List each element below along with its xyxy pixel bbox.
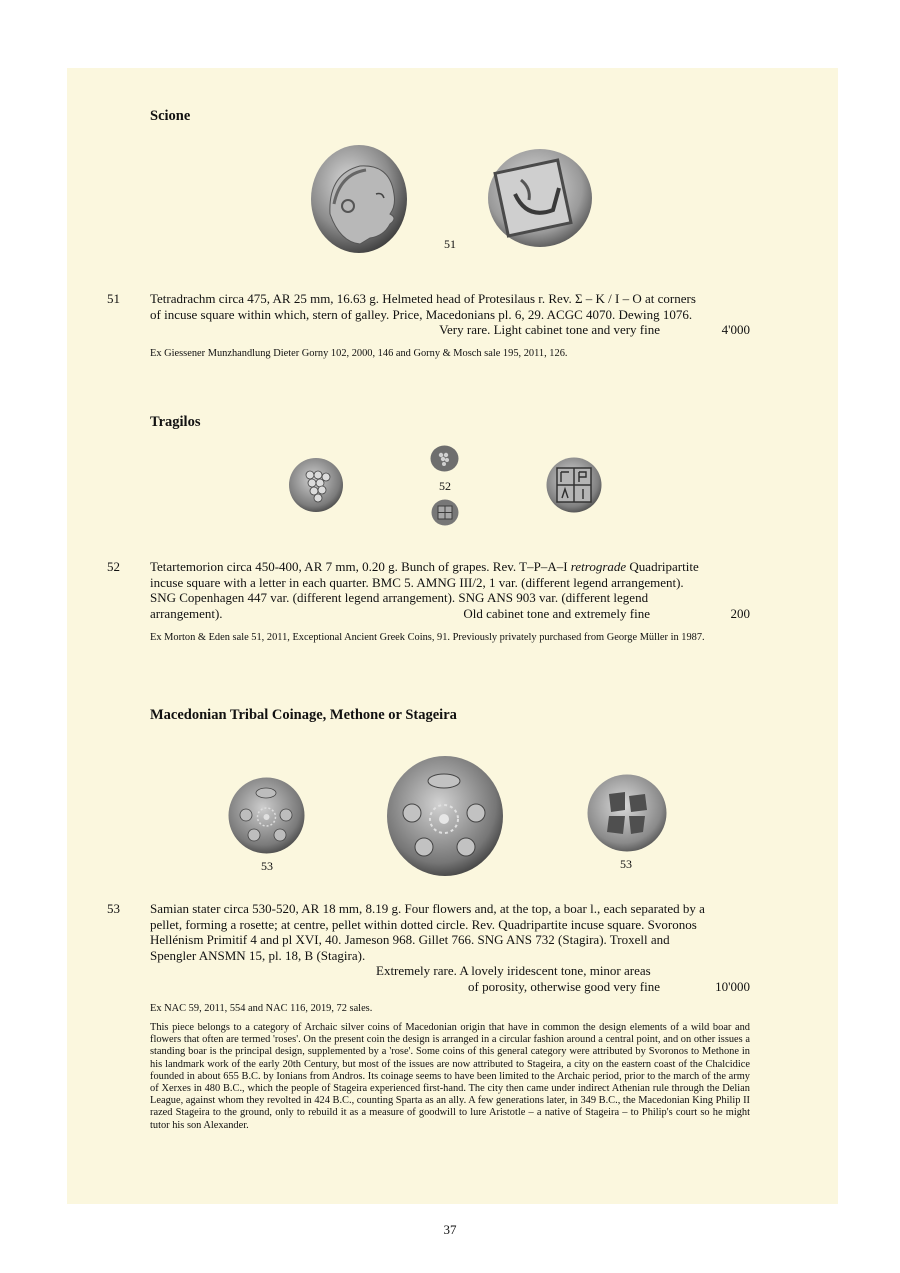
provenance-52: Ex Morton & Eden sale 51, 2011, Exceptional Ancient Greek Coins, 91. Previously privately purchased from George Müller in 1987. xyxy=(150,632,705,643)
lot-description-53 xyxy=(150,901,750,995)
quadripartite-square-icon xyxy=(545,457,603,513)
plate-number-53-right: 53 xyxy=(620,857,632,871)
quadripartite-incuse-icon xyxy=(587,774,667,852)
estimate-price: 4'000 xyxy=(721,322,750,338)
grapes-icon xyxy=(288,457,344,513)
description-line: SNG Copenhagen 447 var. (different legend arrangement). SNG ANS 903 var. (different legend xyxy=(150,590,649,606)
description-line: Samian stater circa 530-520, AR 18 mm, 8.19 g. Four flowers and, at the top, a boar l., each separated by a xyxy=(150,901,705,916)
provenance-53: Ex NAC 59, 2011, 554 and NAC 116, 2019, 72 sales. xyxy=(150,1003,373,1014)
coin-53-obverse-image xyxy=(228,777,305,854)
description-line: arrangement). xyxy=(150,605,223,621)
description-line: Spengler ANSMN 15, pl. 18, B (Stagira). xyxy=(150,947,366,963)
description-fragment: Quadripartite xyxy=(626,559,699,574)
lot-number-52: 52 xyxy=(107,559,120,574)
coin-53-obverse-enlarged-image xyxy=(386,755,504,877)
estimate-price: 200 xyxy=(730,605,750,621)
page-number: 37 xyxy=(443,1222,457,1237)
section-heading-scione: Scione xyxy=(150,108,191,124)
lot-number-51: 51 xyxy=(107,291,120,306)
lot-description-51 xyxy=(150,291,750,338)
coin-53-reverse-image xyxy=(587,774,667,852)
retrograde-italic: retrograde xyxy=(570,559,627,574)
description-line: incuse square with a letter in each quarter. BMC 5. AMNG III/2, 1 var. (different legend arrangement). xyxy=(150,574,684,590)
section-heading-tragilos: Tragilos xyxy=(150,414,201,430)
provenance-51: Ex Giessener Munzhandlung Dieter Gorny 102, 2000, 146 and Gorny & Mosch sale 195, 2011, 126. xyxy=(150,348,568,359)
grade-row xyxy=(150,606,750,622)
description-line: pellet, forming a rosette; at centre, pellet within dotted circle. Rev. Quadripartite incuse square. Svoronos xyxy=(150,916,697,932)
grade-row xyxy=(150,979,750,995)
description-line xyxy=(150,559,750,575)
grade-group xyxy=(463,606,750,622)
section-heading-macedonian-tribal: Macedonian Tribal Coinage, Methone or Stageira xyxy=(150,707,457,723)
incuse-square-small-icon xyxy=(431,499,459,526)
historical-note-53: This piece belongs to a category of Archaic silver coins of Macedonian origin that have in common the design elements of a wild boar and flowers that often are termed 'roses'. On the present coin the design is arranged in a circular fashion around a central point, and on other issues a standing boar is the principal design, supplemented by a 'rose'. Some coins of this general category were attributed by Svoronos to Methone in his landmark work of the early 20th Century, but most of the issues are now attributed to Stageira, a city on the eastern coast of the Chalcidice founded in about 655 B.C. by Ionians from Andros. Its coinage seems to have been limited to the Archaic period, prior to the march of the army of Xerxes in 480 B.C., which the people of Stageira experienced first-hand. The city then came under indirect Athenian rule through the Delian League, against whom they revolted in 424 B.C., counting Sparta as an ally. A few generations later, in 349 B.C., the Macedonian King Philip II razed Stageira to the ground, only to rebuild it as a measure of goodwill to lure Aristotle – a native of Stageira – to Philip's court so he might tutor his son Alexander. xyxy=(150,1022,750,1131)
rosette-boar-enlarged-icon xyxy=(386,755,504,877)
description-fragment: Tetartemorion circa 450-400, AR 7 mm, 0.20 g. Bunch of grapes. Rev. T–P–A–I xyxy=(150,559,571,574)
coin-51-reverse-image xyxy=(487,148,593,249)
helmeted-head-icon xyxy=(310,144,408,254)
description-line: Tetradrachm circa 475, AR 25 mm, 16.63 g. Helmeted head of Protesilaus r. Rev. Σ – K / I – O at corners xyxy=(150,291,696,306)
lot-description-52 xyxy=(150,559,750,621)
coin-52-reverse-large-image xyxy=(545,457,603,513)
plate-number-51: 51 xyxy=(444,237,456,251)
plate-number-53-left: 53 xyxy=(261,859,273,873)
grade-text: Old cabinet tone and extremely fine xyxy=(463,605,650,621)
galley-stern-icon xyxy=(487,148,593,249)
coin-52-reverse-small-image xyxy=(431,499,459,526)
coin-52-obverse-large-image xyxy=(288,457,344,513)
plate-number-52: 52 xyxy=(439,479,451,493)
coin-51-obverse-image xyxy=(310,144,408,254)
estimate-price: 10'000 xyxy=(715,978,750,994)
lot-number-53: 53 xyxy=(107,901,120,916)
rosette-boar-icon xyxy=(228,777,305,854)
coin-52-obverse-small-image xyxy=(430,445,459,472)
grade-row xyxy=(150,322,750,338)
grapes-small-icon xyxy=(430,445,459,472)
grade-text: Very rare. Light cabinet tone and very fine xyxy=(439,322,660,338)
grade-line-1: Extremely rare. A lovely iridescent tone, minor areas xyxy=(376,963,651,979)
description-line: Hellénism Primitif 4 and pl XVI, 40. Jameson 968. Gillet 766. SNG ANS 732 (Stagira). Troxell and xyxy=(150,932,670,948)
grade-text: of porosity, otherwise good very fine xyxy=(468,978,660,994)
description-line: of incuse square within which, stern of galley. Price, Macedonians pl. 6, 29. ACGC 4070. Dewing 1076. xyxy=(150,306,693,322)
